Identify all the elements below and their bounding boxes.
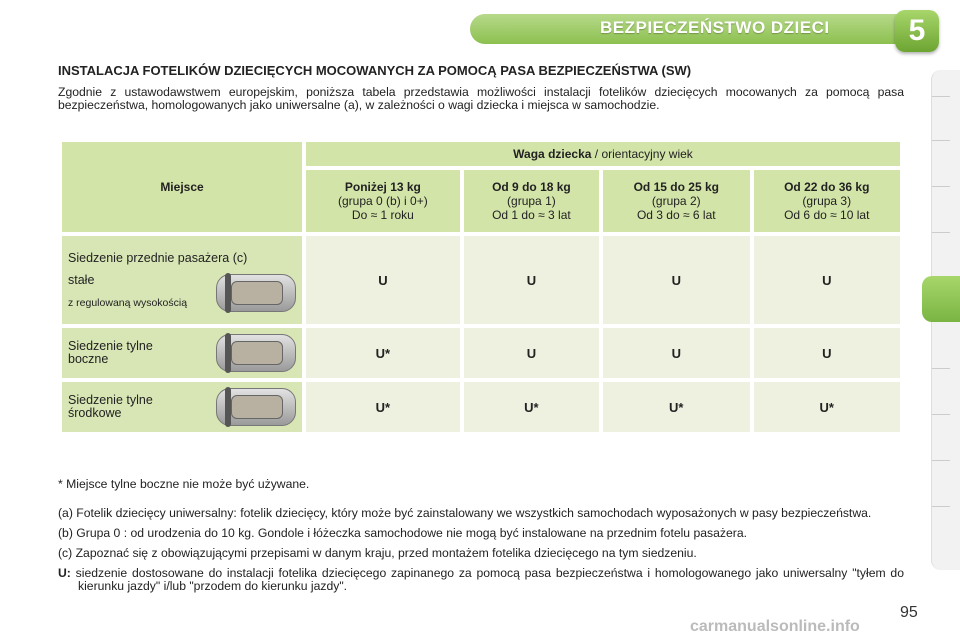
cell-value: U [671,272,681,288]
table-cell [754,236,900,324]
cell-value: U* [819,399,834,415]
group-header-3 [754,170,900,232]
side-tab-divider [932,96,950,97]
group-header-2 [603,170,749,232]
table-cell [464,382,599,432]
table-row [62,382,900,432]
intro-paragraph: Zgodnie z ustawodawstwem europejskim, poniższa tabela przedstawia możliwości instalacji fotelików dziecięcych mocowanych za pomocą pasa bezpieczeństwa, homologowanych jako uniwersalne (a), w zależności o wagi dziecka i miejsca w samochodzie. [58,85,904,112]
footnote-star: * Miejsce tylne boczne nie może być używane. [58,477,310,491]
group-code: (grupa 0 (b) i 0+) [338,194,428,208]
weight-header-rest: / orientacyjny wiek [591,147,693,161]
side-tab-divider [932,368,950,369]
cell-value: U [822,272,832,288]
group-age: Do ≈ 1 roku [351,208,414,222]
cell-value: U* [669,399,684,415]
side-tab-divider [932,414,950,415]
cell-value: U* [524,399,539,415]
footnote-u [58,567,904,593]
car-seat-diagram-icon [216,388,296,426]
footnote-b: (b) Grupa 0 : od urodzenia do 10 kg. Gondole i łóżeczka samochodowe nie mogą być instalowane na przednim fotelu pasażera. [58,526,747,540]
section-title: INSTALACJA FOTELIKÓW DZIECIĘCYCH MOCOWANYCH ZA POMOCĄ PASA BEZPIECZEŃSTWA (SW) [58,63,692,78]
side-tab-divider [932,460,950,461]
side-tab-active[interactable] [922,276,960,322]
child-seat-table [58,138,904,436]
table-cell [603,328,749,378]
group-title: Poniżej 13 kg [344,180,421,194]
seat-label-2: boczne [68,352,109,366]
page-header-title: BEZPIECZEŃSTWO DZIECI [600,18,830,37]
cell-value: U [822,345,832,361]
group-title: Od 15 do 25 kg [633,180,719,194]
group-title: Od 9 do 18 kg [492,180,571,194]
cell-value: U* [375,345,391,361]
group-title: Od 22 do 36 kg [784,180,870,194]
side-tab-divider [932,140,950,141]
group-code: (grupa 1) [507,194,556,208]
group-age: Od 1 do ≈ 3 lat [492,208,571,222]
table-cell [754,328,900,378]
place-header-cell [62,142,302,232]
table-cell [464,236,599,324]
seat-sub-fixed: stałe [68,272,95,287]
footnotes [58,478,904,600]
cell-value: U [526,345,537,361]
footnote-c: (c) Zapoznać się z obowiązującymi przepisami w danym kraju, przed montażem fotelika dziecięcego na tym siedzeniu. [58,546,697,560]
group-code: (grupa 3) [802,194,852,208]
seat-cell-front [62,236,302,324]
cell-value: U [526,272,537,288]
weight-header-bold: Waga dziecka [513,147,592,161]
group-code: (grupa 2) [651,194,701,208]
cell-value: U [378,272,388,288]
table-cell [306,328,460,378]
seat-sub-adjustable: z regulowaną wysokością [68,296,188,309]
table-cell [464,328,599,378]
seat-label: Siedzenie tylne [68,339,153,353]
table-cell [603,382,749,432]
seat-label: Siedzenie przednie pasażera (c) [68,250,248,265]
footnote-a: (a) Fotelik dziecięcy uniwersalny: fotelik dziecięcy, który może być zainstalowany we wszystkich samochodach wyposażonych w pasy bezpieczeństwa. [58,506,872,520]
watermark: carmanualsonline.info [690,618,860,635]
footnote-u-label: U: [58,566,71,580]
footnote-u-text: siedzenie dostosowane do instalacji fotelika dziecięcego zapinanego za pomocą pasa bezpieczeństwa i homologowanego jako uniwersalny "tyłem do kierunku jazdy" i/lub "przodem do kierunku jazdy". [70,566,904,593]
table-row [62,328,900,378]
seat-label: Siedzenie tylne [68,393,153,407]
side-tab-divider [932,186,950,187]
table-cell [306,236,460,324]
table-row [62,236,900,324]
car-seat-diagram-icon [216,274,296,312]
chapter-badge: 5 [895,10,939,52]
side-tab-divider [932,506,950,507]
cell-value: U* [375,399,391,415]
page-number: 95 [900,604,918,621]
group-header-1 [464,170,599,232]
side-tab-divider [932,232,950,233]
car-seat-diagram-icon [216,334,296,372]
group-header-0 [306,170,460,232]
table-cell [754,382,900,432]
table-cell [306,382,460,432]
cell-value: U [671,345,681,361]
table-cell [603,236,749,324]
group-age: Od 3 do ≈ 6 lat [636,208,716,222]
place-header: Miejsce [160,180,204,194]
seat-cell-rear-center [62,382,302,432]
weight-header-cell [306,142,900,166]
seat-cell-rear-side [62,328,302,378]
group-age: Od 6 do ≈ 10 lat [784,208,870,222]
seat-label-2: środkowe [68,406,122,420]
